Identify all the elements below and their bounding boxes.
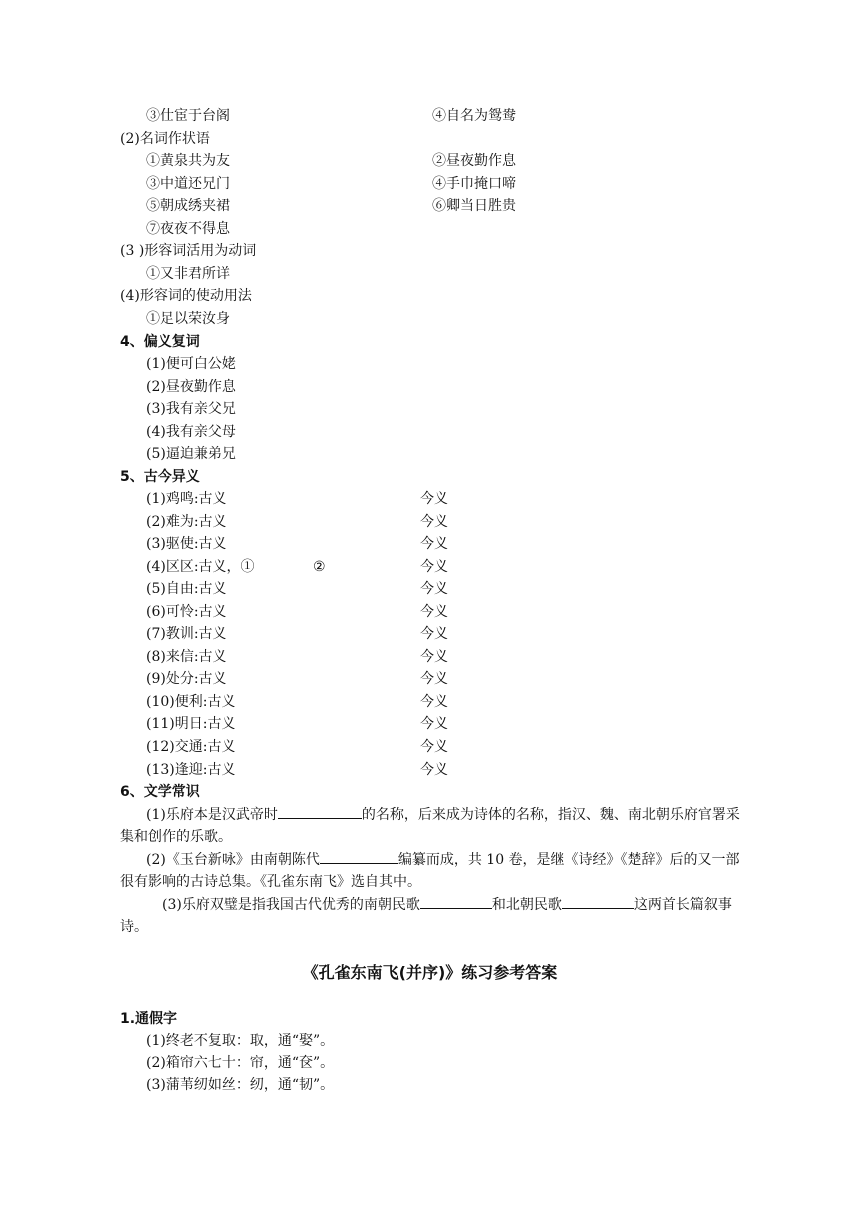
s5-jin-1: 今义: [420, 491, 448, 507]
s6-paragraph-2: [120, 849, 740, 893]
s4-item-4: (4)我有亲父母: [146, 424, 236, 440]
s3-sub4-item: ①足以荣汝身: [146, 311, 230, 327]
s4-item-5: (5)逼迫兼弟兄: [146, 446, 236, 462]
answers-title: 《孔雀东南飞(并序)》练习参考答案: [302, 963, 558, 982]
s4-heading: 4、偏义复词: [120, 334, 200, 350]
s6-p3-text-b: 和北朝民歌: [491, 897, 562, 913]
s5-item-7: (7)教训:古义: [146, 626, 227, 642]
s5-jin-10: 今义: [420, 694, 448, 710]
s6-heading: 6、文学常识: [120, 784, 200, 800]
s6-paragraph-1: [120, 804, 740, 848]
s5-item-12: (12)交通:古义: [146, 739, 236, 755]
s3-sub2-row4-left: ⑦夜夜不得息: [146, 221, 230, 237]
answers-item-1: (1)终老不复取：取，通“娶”。: [146, 1033, 335, 1049]
s5-jin-13: 今义: [420, 762, 448, 778]
s5-jin-11: 今义: [420, 716, 448, 732]
s5-jin-12: 今义: [420, 739, 448, 755]
s3-sub2-row1-left: ①黄泉共为友: [146, 153, 230, 169]
s5-jin-7: 今义: [420, 626, 448, 642]
s3-sub2-heading: (2)名词作状语: [120, 131, 210, 147]
s4-item-2: (2)昼夜勤作息: [146, 379, 236, 395]
s5-item-4-extra: ②: [313, 559, 326, 575]
s4-item-1: (1)便可白公姥: [146, 356, 236, 372]
s6-p3-text-a: (3)乐府双璧是指我国古代优秀的南朝民歌: [162, 897, 420, 913]
s5-jin-2: 今义: [420, 514, 448, 530]
s3-sub3-item: ①又非君所详: [146, 266, 230, 282]
answers-item-2: (2)箱帘六七十：帘，通“奁”。: [146, 1055, 335, 1071]
fill-in-blank[interactable]: [320, 849, 398, 864]
s3-row0-right: ④自名为鸳鸯: [432, 108, 516, 124]
answers-heading: 1.通假字: [120, 1011, 178, 1027]
s5-item-13: (13)逢迎:古义: [146, 762, 236, 778]
s6-p2-text-b: 编纂而成，共 10 卷，是继《诗经》《楚辞》后的又一部很有影响的古诗总集。《孔雀东南飞》选自其中。: [120, 852, 740, 890]
s3-sub2-row3-right: ⑥卿当日胜贵: [432, 198, 516, 214]
s5-jin-3: 今义: [420, 536, 448, 552]
s4-item-3: (3)我有亲父兄: [146, 401, 236, 417]
fill-in-blank[interactable]: [420, 894, 492, 909]
s5-jin-8: 今义: [420, 649, 448, 665]
s3-sub2-row2-left: ③中道还兄门: [146, 176, 230, 192]
s5-jin-4: 今义: [420, 559, 448, 575]
s5-item-11: (11)明日:古义: [146, 716, 236, 732]
s5-item-5: (5)自由:古义: [146, 581, 227, 597]
s6-p2-text-a: (2)《玉台新咏》由南朝陈代: [146, 852, 320, 868]
s6-p1-text-b: 的名称，后来成为诗体的名称，指汉、魏、南北朝乐府官署采集和创作的乐歌。: [120, 807, 740, 845]
s3-sub3-heading: (3 )形容词活用为动词: [120, 243, 257, 259]
s3-sub2-row1-right: ②昼夜勤作息: [432, 153, 516, 169]
s5-jin-6: 今义: [420, 604, 448, 620]
s3-row0-left: ③仕宦于台阁: [146, 108, 230, 124]
s5-item-2: (2)难为:古义: [146, 514, 227, 530]
fill-in-blank[interactable]: [278, 804, 362, 819]
s5-item-10: (10)便利:古义: [146, 694, 236, 710]
s5-item-6: (6)可怜:古义: [146, 604, 227, 620]
s3-sub2-row3-left: ⑤朝成绣夹裙: [146, 198, 230, 214]
s5-item-8: (8)来信:古义: [146, 649, 227, 665]
fill-in-blank[interactable]: [562, 894, 634, 909]
s6-p1-text-a: (1)乐府本是汉武帝时: [146, 807, 278, 823]
s5-item-4: (4)区区:古义，①: [146, 559, 255, 575]
s3-sub4-heading: (4)形容词的使动用法: [120, 288, 252, 304]
s5-item-1: (1)鸡鸣:古义: [146, 491, 227, 507]
s5-item-9: (9)处分:古义: [146, 671, 227, 687]
s5-jin-5: 今义: [420, 581, 448, 597]
s6-p3-text-c: 这两首长篇叙事诗。: [120, 897, 732, 935]
s6-paragraph-3: [120, 894, 740, 938]
s5-item-3: (3)驱使:古义: [146, 536, 227, 552]
s5-jin-9: 今义: [420, 671, 448, 687]
answers-item-3: (3)蒲苇纫如丝：纫，通“韧”。: [146, 1077, 335, 1093]
s3-sub2-row2-right: ④手巾掩口啼: [432, 176, 516, 192]
s5-heading: 5、古今异义: [120, 469, 200, 485]
